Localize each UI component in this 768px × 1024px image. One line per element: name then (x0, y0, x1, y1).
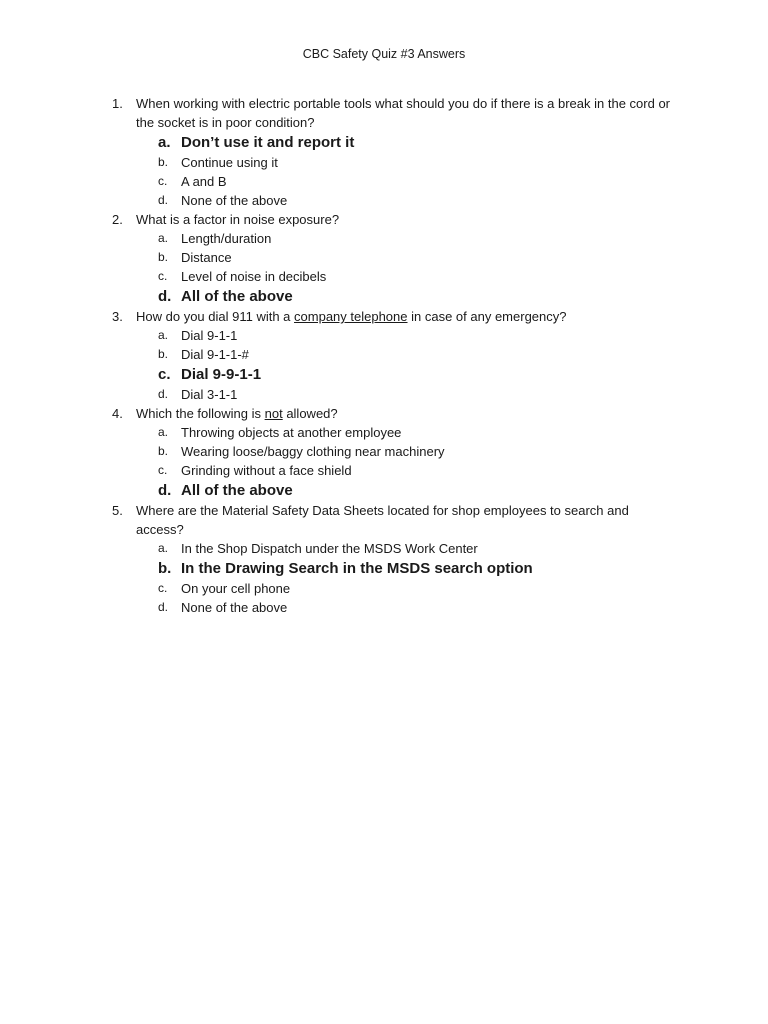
option-letter: b. (158, 560, 172, 577)
question-text-part: Where are the Material Safety Data Sheets located for shop employees to search and access? (136, 503, 629, 537)
option-letter: c. (158, 366, 171, 383)
question-text-part: in case of any emergency? (407, 309, 567, 324)
option-text: In the Shop Dispatch under the MSDS Work Center (181, 541, 478, 556)
option-letter: c. (158, 174, 168, 188)
document-title: CBC Safety Quiz #3 Answers (302, 47, 466, 61)
question-text-part: How do you dial 911 with a (136, 309, 295, 324)
option-text: All of the above (181, 288, 293, 305)
question-text (136, 404, 671, 423)
option-text: Grinding without a face shield (181, 463, 352, 478)
option-list (0, 326, 768, 404)
option-letter: d. (158, 482, 172, 499)
option-item (0, 229, 768, 248)
question-text-underlined: company telephone (294, 309, 408, 324)
option-text: Dial 9-1-1-# (181, 347, 249, 362)
option-text: Distance (181, 250, 232, 265)
question-number: 1. (112, 96, 123, 111)
option-list (0, 539, 768, 617)
option-text: In the Drawing Search in the MSDS search option (181, 560, 533, 577)
option-item-correct (0, 286, 768, 307)
option-item (0, 423, 768, 442)
option-text: Don’t use it and report it (181, 134, 355, 151)
option-letter: b. (158, 347, 169, 361)
question-text-underlined: not (264, 406, 283, 421)
option-text: Dial 9-9-1-1 (181, 366, 262, 383)
option-item-correct (0, 132, 768, 153)
question-number: 3. (112, 309, 123, 324)
option-text: Level of noise in decibels (181, 269, 327, 284)
option-letter: a. (158, 328, 169, 342)
option-list (0, 423, 768, 501)
option-letter: c. (158, 269, 168, 283)
option-text: A and B (181, 174, 227, 189)
option-text: All of the above (181, 482, 293, 499)
question-text-part: allowed? (282, 406, 338, 421)
option-item (0, 579, 768, 598)
question-number: 2. (112, 212, 123, 227)
option-text: None of the above (181, 600, 288, 615)
option-letter: c. (158, 463, 168, 477)
question-text (136, 210, 671, 229)
question-text-part: Which the following is (136, 406, 265, 421)
option-item-correct (0, 480, 768, 501)
option-item (0, 191, 768, 210)
option-text: Length/duration (181, 231, 272, 246)
option-text: Dial 9-1-1 (181, 328, 238, 343)
option-letter: c. (158, 581, 168, 595)
question-number: 5. (112, 503, 123, 518)
question-item (0, 307, 768, 404)
option-item (0, 153, 768, 172)
option-letter: a. (158, 425, 169, 439)
option-letter: b. (158, 250, 169, 264)
option-letter: a. (158, 231, 169, 245)
question-text-part: When working with electric portable tools what should you do if there is a break in the cord or the socket is in poor condition? (136, 96, 670, 130)
option-text: Dial 3-1-1 (181, 387, 238, 402)
option-text: None of the above (181, 193, 288, 208)
option-item-correct (0, 558, 768, 579)
option-text: On your cell phone (181, 581, 291, 596)
option-letter: d. (158, 387, 169, 401)
option-item (0, 267, 768, 286)
option-list (0, 132, 768, 210)
question-number: 4. (112, 406, 123, 421)
option-text: Throwing objects at another employee (181, 425, 402, 440)
question-text (136, 307, 671, 326)
option-letter: a. (158, 541, 169, 555)
question-item (0, 404, 768, 501)
option-item (0, 345, 768, 364)
option-item (0, 326, 768, 345)
option-list (0, 229, 768, 307)
question-item (0, 94, 768, 210)
question-item (0, 210, 768, 307)
option-item (0, 385, 768, 404)
question-item (0, 501, 768, 617)
option-item (0, 539, 768, 558)
option-item (0, 248, 768, 267)
option-item (0, 172, 768, 191)
question-text (136, 94, 671, 132)
option-text: Wearing loose/baggy clothing near machinery (181, 444, 445, 459)
question-text (136, 501, 671, 539)
option-letter: d. (158, 193, 169, 207)
option-item (0, 461, 768, 480)
option-letter: d. (158, 600, 169, 614)
quiz-list (0, 94, 768, 617)
option-item (0, 598, 768, 617)
option-item-correct (0, 364, 768, 385)
option-letter: d. (158, 288, 172, 305)
option-letter: a. (158, 134, 171, 151)
option-text: Continue using it (181, 155, 278, 170)
option-item (0, 442, 768, 461)
option-letter: b. (158, 155, 169, 169)
question-text-part: What is a factor in noise exposure? (136, 212, 340, 227)
option-letter: b. (158, 444, 169, 458)
